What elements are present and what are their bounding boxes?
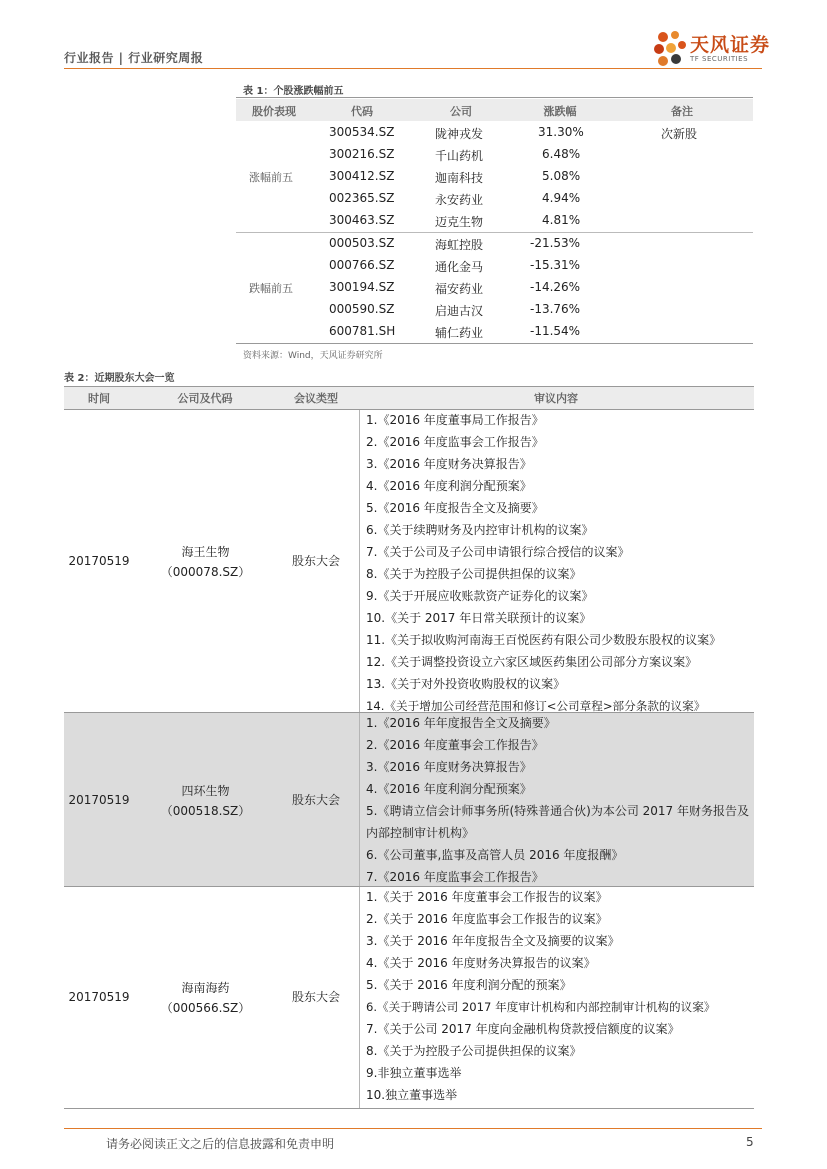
agenda-item: 1.《2016 年年度报告全文及摘要》 — [366, 716, 556, 730]
agenda-item: 11.《关于拟收购河南海王百悦医药有限公司少数股东股权的议案》 — [366, 633, 722, 647]
table2-row-code: （000566.SZ） — [160, 1001, 251, 1015]
table1-col-company: 公司 — [450, 105, 472, 118]
table2-row-company: 四环生物 — [181, 784, 230, 798]
table1-bottom-border — [236, 343, 753, 344]
table2-row-date: 20170519 — [68, 990, 130, 1004]
agenda-item: 7.《关于公司 2017 年度向金融机构贷款授信额度的议案》 — [366, 1022, 680, 1036]
table1-top-border — [236, 97, 753, 98]
agenda-item: 4.《关于 2016 年度财务决算报告的议案》 — [366, 956, 596, 970]
logo-en-text: TF SECURITIES — [690, 55, 749, 63]
table1-row-change: 31.30% — [538, 125, 584, 139]
table1-row-change: -11.54% — [530, 324, 581, 338]
agenda-item: 7.《关于公司及子公司申请银行综合授信的议案》 — [366, 545, 630, 559]
agenda-item: 2.《2016 年度董事会工作报告》 — [366, 738, 544, 752]
table2-col-company: 公司及代码 — [177, 392, 233, 405]
table1-row-company: 海虹控股 — [435, 238, 484, 252]
table1-row-change: 6.48% — [542, 147, 581, 161]
table2-row-date: 20170519 — [68, 793, 130, 807]
table2-col-content: 审议内容 — [534, 392, 578, 405]
table1-row-company: 迦南科技 — [435, 171, 484, 185]
logo-cn-text: 天风证券 — [690, 34, 771, 56]
table1-row-code: 002365.SZ — [329, 191, 395, 205]
report-breadcrumb: 行业报告 | 行业研究周报 — [64, 51, 204, 65]
table1-row-code: 300194.SZ — [329, 280, 395, 294]
table1-row-change: -21.53% — [530, 236, 581, 250]
table2-row-divider — [64, 409, 754, 410]
footer-divider — [64, 1128, 762, 1129]
table1-row-code: 600781.SH — [329, 324, 396, 338]
table2-row-date: 20170519 — [68, 554, 130, 568]
table1-row-company: 陇神戎发 — [435, 127, 484, 141]
agenda-item: 8.《关于为控股子公司提供担保的议案》 — [366, 567, 582, 581]
table2-row-type: 股东大会 — [291, 990, 340, 1004]
agenda-item: 5.《2016 年度报告全文及摘要》 — [366, 501, 544, 515]
table2-row-company: 海南海药 — [181, 981, 230, 995]
table2-row-company: 海王生物 — [181, 545, 230, 559]
table1-row-company: 通化金马 — [435, 260, 484, 274]
table1-row-change: -14.26% — [530, 280, 581, 294]
agenda-item: 3.《关于 2016 年年度报告全文及摘要的议案》 — [366, 934, 620, 948]
agenda-item: 4.《2016 年度利润分配预案》 — [366, 782, 532, 796]
table1-row-company: 启迪古汉 — [435, 304, 484, 318]
table1-row-company: 迈克生物 — [435, 215, 484, 229]
logo-mark-icon — [651, 28, 691, 70]
agenda-item: 13.《关于对外投资收购股权的议案》 — [366, 677, 566, 691]
agenda-item: 6.《关于续聘财务及内控审计机构的议案》 — [366, 523, 594, 537]
table1-group-divider — [236, 232, 753, 233]
agenda-item: 2.《2016 年度监事会工作报告》 — [366, 435, 544, 449]
agenda-item: 10.《关于 2017 年日常关联预计的议案》 — [366, 611, 592, 625]
table2-col-date: 时间 — [88, 392, 110, 405]
agenda-item: 5.《聘请立信会计师事务所(特殊普通合伙)为本公司 2017 年财务报告及内部控制审计机构》 — [366, 804, 749, 840]
agenda-item: 6.《关于聘请公司 2017 年度审计机构和内部控制审计机构的议案》 — [366, 1000, 716, 1014]
table1-col-performance: 股价表现 — [252, 105, 296, 118]
table2-row-type: 股东大会 — [291, 554, 340, 568]
agenda-item: 3.《2016 年度财务决算报告》 — [366, 457, 532, 471]
table2-col-type: 会议类型 — [294, 392, 338, 405]
table1-row-code: 300534.SZ — [329, 125, 395, 139]
table1-row-change: -15.31% — [530, 258, 581, 272]
table1-group-gainers: 涨幅前五 — [249, 171, 293, 184]
table1-col-change: 涨跌幅 — [543, 105, 577, 118]
table1-row-change: 4.81% — [542, 213, 581, 227]
table1-row-company: 辅仁药业 — [435, 326, 484, 340]
table2-title: 表 2：近期股东大会一览 — [64, 373, 175, 384]
agenda-item: 9.非独立董事选举 — [366, 1066, 462, 1080]
agenda-item: 1.《2016 年度董事局工作报告》 — [366, 413, 544, 427]
table2-row-code: （000518.SZ） — [160, 804, 251, 818]
agenda-item: 9.《关于开展应收账款资产证券化的议案》 — [366, 589, 594, 603]
table2-row-code: （000078.SZ） — [160, 565, 251, 579]
table1-group-losers: 跌幅前五 — [249, 282, 293, 295]
agenda-item: 8.《关于为控股子公司提供担保的议案》 — [366, 1044, 582, 1058]
table1-row-change: -13.76% — [530, 302, 581, 316]
agenda-item: 1.《关于 2016 年度董事会工作报告的议案》 — [366, 890, 608, 904]
table1-row-note: 次新股 — [661, 127, 698, 141]
agenda-item: 12.《关于调整投资设立六家区域医药集团公司部分方案议案》 — [366, 655, 698, 669]
agenda-item: 4.《2016 年度利润分配预案》 — [366, 479, 532, 493]
agenda-item: 14.《关于增加公司经营范围和修订<公司章程>部分条款的议案》 — [366, 699, 706, 713]
table1-row-company: 千山药机 — [435, 149, 484, 163]
agenda-item: 2.《关于 2016 年度监事会工作报告的议案》 — [366, 912, 608, 926]
table2-bottom-border — [64, 1108, 754, 1109]
table1-title: 表 1：个股涨跌幅前五 — [243, 86, 344, 97]
table1-row-code: 300412.SZ — [329, 169, 395, 183]
agenda-item: 5.《关于 2016 年度利润分配的预案》 — [366, 978, 572, 992]
table1-row-code: 000590.SZ — [329, 302, 395, 316]
table1-row-company: 永安药业 — [435, 193, 484, 207]
footer-disclaimer: 请务必阅读正文之后的信息披露和免责申明 — [106, 1137, 335, 1151]
table1-row-company: 福安药业 — [435, 282, 484, 296]
agenda-item: 7.《2016 年度监事会工作报告》 — [366, 870, 544, 884]
table1-source: 资料来源：Wind，天风证券研究所 — [243, 351, 383, 361]
agenda-item: 3.《2016 年度财务决算报告》 — [366, 760, 532, 774]
table1-col-note: 备注 — [671, 105, 693, 118]
table1-row-code: 300216.SZ — [329, 147, 395, 161]
table2-row-type: 股东大会 — [291, 793, 340, 807]
table1-row-code: 000766.SZ — [329, 258, 395, 272]
table2-row-divider — [64, 886, 754, 887]
table1-row-code: 300463.SZ — [329, 213, 395, 227]
table1-row-change: 5.08% — [542, 169, 581, 183]
table1-col-code: 代码 — [351, 105, 373, 118]
agenda-item: 10.独立董事选举 — [366, 1088, 458, 1102]
table1-row-change: 4.94% — [542, 191, 581, 205]
page-number: 5 — [746, 1135, 754, 1149]
agenda-item: 6.《公司董事,监事及高管人员 2016 年度报酬》 — [366, 848, 624, 862]
table1-row-code: 000503.SZ — [329, 236, 395, 250]
table2-col-divider — [359, 410, 360, 1108]
